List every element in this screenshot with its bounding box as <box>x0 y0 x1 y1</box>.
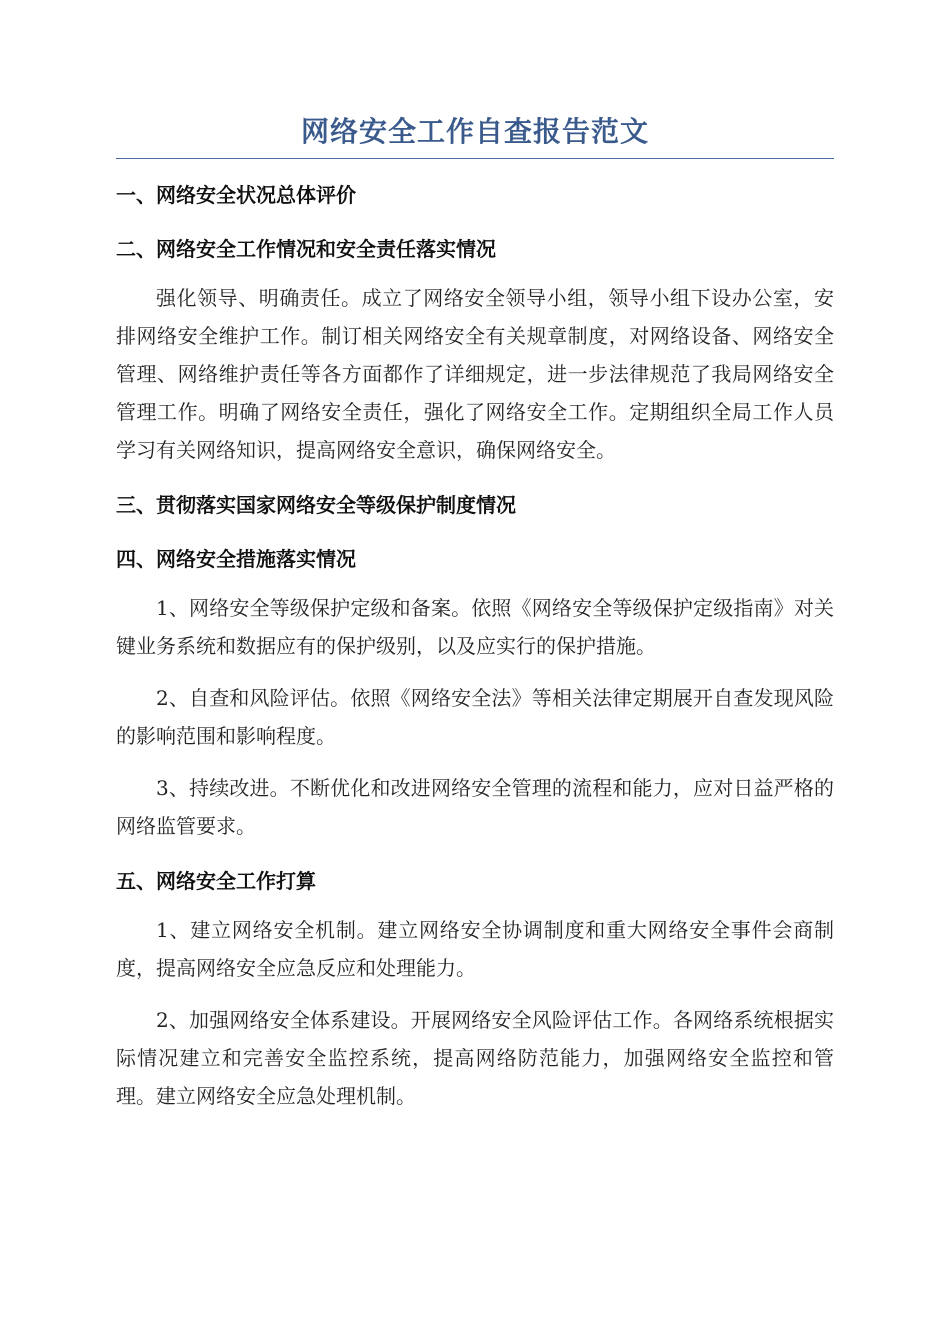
section-heading: 一、网络安全状况总体评价 <box>116 183 356 207</box>
paragraph: 2、加强网络安全体系建设。开展网络安全风险评估工作。各网络系统根据实际情况建立和完善安全监控系统，提高网络防范能力，加强网络安全监控和管理。建立网络安全应急处理机制。 <box>116 1008 834 1108</box>
document-title: 网络安全工作自查报告范文 <box>116 110 834 159</box>
document-page <box>116 110 834 1115</box>
paragraph: 3、持续改进。不断优化和改进网络安全管理的流程和能力，应对日益严格的网络监管要求。 <box>116 776 834 838</box>
paragraph: 2、自查和风险评估。依照《网络安全法》等相关法律定期展开自查发现风险的影响范围和影响程度。 <box>116 686 834 748</box>
section-heading: 二、网络安全工作情况和安全责任落实情况 <box>116 237 496 261</box>
section-heading: 五、网络安全工作打算 <box>116 869 316 893</box>
paragraph: 1、建立网络安全机制。建立网络安全协调制度和重大网络安全事件会商制度，提高网络安全应急反应和处理能力。 <box>116 918 834 980</box>
paragraph: 强化领导、明确责任。成立了网络安全领导小组，领导小组下设办公室，安排网络安全维护工作。制订相关网络安全有关规章制度，对网络设备、网络安全管理、网络维护责任等各方面都作了详细规定，进一步法律规范了我局网络安全管理工作。明确了网络安全责任，强化了网络安全工作。定期组织全局工作人员学习有关网络知识，提高网络安全意识，确保网络安全。 <box>116 286 834 462</box>
section-heading: 三、贯彻落实国家网络安全等级保护制度情况 <box>116 493 516 517</box>
section-2 <box>116 231 834 469</box>
section-1 <box>116 177 834 213</box>
section-heading: 四、网络安全措施落实情况 <box>116 547 356 571</box>
section-3 <box>116 487 834 523</box>
paragraph: 1、网络安全等级保护定级和备案。依照《网络安全等级保护定级指南》对关键业务系统和数据应有的保护级别，以及应实行的保护措施。 <box>116 596 834 658</box>
section-4 <box>116 541 834 845</box>
section-5 <box>116 863 834 1115</box>
